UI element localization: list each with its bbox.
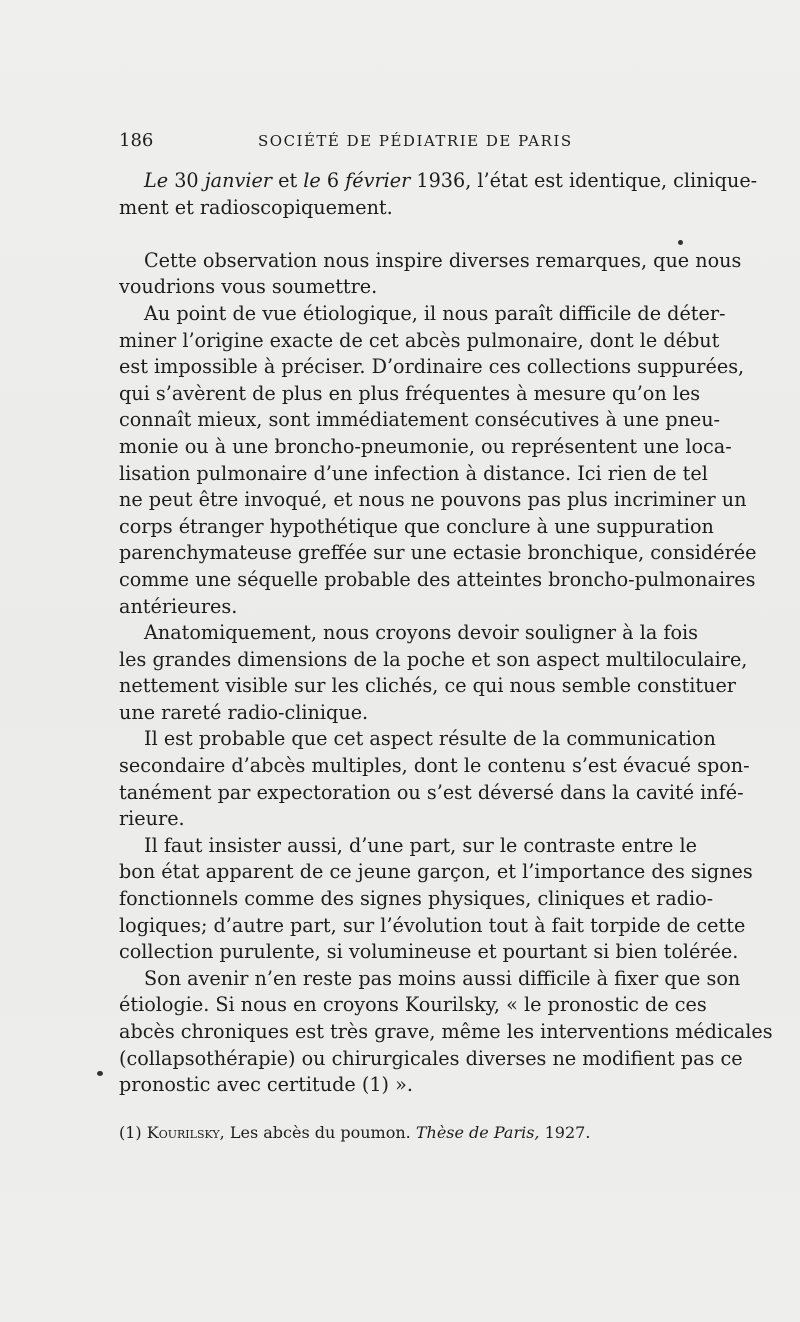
text-line: ment et radioscopiquement.	[119, 195, 393, 219]
text-line: tanément par expectoration ou s’est déversé dans la cavité infé-	[119, 780, 744, 804]
footnote-number: (1)	[119, 1123, 142, 1142]
text-line: abcès chroniques est très grave, même les interventions médicales	[119, 1020, 773, 1043]
text-line: voudrions vous soumettre.	[119, 275, 378, 299]
footnote-year: 1927.	[544, 1123, 591, 1142]
text-line: nettement visible sur les clichés, ce qui nous semble constituer	[119, 674, 736, 698]
text-line: lisation pulmonaire d’une infection à distance. Ici rien de tel	[119, 461, 708, 485]
text-segment: janvier	[204, 169, 272, 192]
text-line: qui s’avèrent de plus en plus fréquentes à mesure qu’on les	[119, 381, 701, 405]
margin-mark	[97, 1071, 103, 1076]
text-line: étiologie. Si nous en croyons Kourilsky, « le pronostic de ces	[119, 993, 707, 1017]
text-segment: Le	[144, 169, 169, 192]
text-segment: février	[345, 169, 411, 192]
text-line: (collapsothérapie) ou chirurgicales diverses ne modifient pas ce	[119, 1046, 743, 1070]
text-line: comme une séquelle probable des atteintes broncho-pulmonaires	[119, 567, 756, 591]
text-line: bon état apparent de ce jeune garçon, et l’importance des signes	[119, 860, 753, 884]
text-line: fonctionnels comme des signes physiques, cliniques et radio-	[119, 887, 714, 911]
text-line: est impossible à préciser. D’ordinaire ces collections suppurées,	[119, 355, 745, 379]
text-line: rieure.	[119, 807, 185, 831]
text-segment: le	[303, 169, 321, 192]
footnote-author: Kourilsky,	[146, 1123, 225, 1142]
text-line: connaît mieux, sont immédiatement consécutives à une pneu-	[119, 408, 721, 432]
text-line: antérieures.	[119, 594, 238, 618]
paragraph-gap	[119, 221, 694, 248]
text-line: parenchymateuse greffée sur une ectasie bronchique, considérée	[119, 541, 757, 565]
text-line: Au point de vue étiologique, il nous paraît difficile de déter-	[144, 301, 726, 325]
text-line: Il est probable que cet aspect résulte de la communication	[144, 727, 716, 751]
text-line: miner l’origine exacte de cet abcès pulmonaire, dont le début	[119, 328, 720, 352]
ink-speck	[678, 240, 683, 245]
text-line: Son avenir n’en reste pas moins aussi difficile à fixer que son	[144, 966, 741, 990]
text-line: collection purulente, si volumineuse et pourtant si bien tolérée.	[119, 940, 739, 964]
text-line: pronostic avec certitude (1) ».	[119, 1073, 413, 1097]
text-line: Il faut insister aussi, d’une part, sur le contraste entre le	[144, 833, 697, 857]
text-line: monie ou à une broncho-pneumonie, ou représentent une loca-	[119, 434, 732, 458]
text-line: corps étranger hypothétique que conclure à une suppuration	[119, 514, 714, 538]
text-segment: 1936, l’état est identique, clinique-	[410, 169, 758, 192]
page-header	[119, 130, 694, 154]
text-line: ne peut être invoqué, et nous ne pouvons pas plus incriminer un	[119, 488, 747, 512]
text-line: Cette observation nous inspire diverses remarques, que nous	[144, 248, 742, 272]
text-line: logiques; d’autre part, sur l’évolution tout à fait torpide de cette	[119, 913, 746, 937]
page-number: 186	[119, 130, 154, 151]
text-line: Anatomiquement, nous croyons devoir souligner à la fois	[144, 621, 699, 645]
text-segment: 6	[320, 169, 346, 192]
footnote-source: Thèse de Paris,	[415, 1123, 540, 1142]
text-segment: 30	[168, 169, 205, 192]
footnote	[119, 1123, 590, 1142]
text-segment: et	[271, 169, 304, 192]
text-line	[119, 168, 758, 195]
footnote-title: Les abcès du poumon.	[229, 1123, 411, 1142]
text-line: secondaire d’abcès multiples, dont le contenu s’est évacué spon-	[119, 754, 750, 778]
body-text	[119, 168, 773, 1099]
running-title: SOCIÉTÉ DE PÉDIATRIE DE PARIS	[258, 132, 573, 150]
text-line: les grandes dimensions de la poche et son aspect multiloculaire,	[119, 647, 748, 671]
text-line: une rareté radio-clinique.	[119, 700, 369, 724]
